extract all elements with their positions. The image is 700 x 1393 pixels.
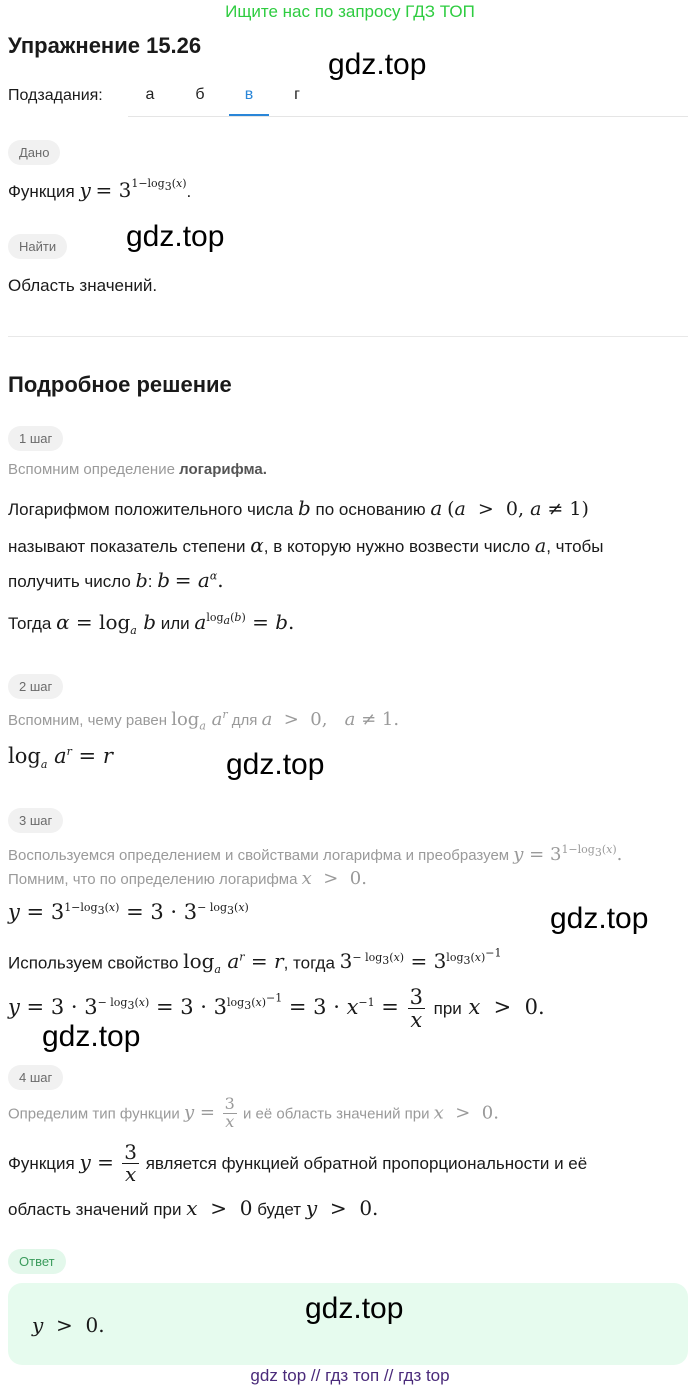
- step4-line2: область значений при x > 0 будет y > 0.: [8, 1196, 379, 1220]
- step3-formula2: $y = 3 \cdot 3^{- log_3(x)} = 3 \cdot 3^{log_3(x)^{-1}} = 3 \cdot x^{-1}$ = $\frac{3}{x}$ при x > 0.: [8, 985, 545, 1033]
- step1-line1: Логарифмом положительного числа b по основанию a (a > 0, a ≠ 1): [8, 496, 589, 520]
- given-text: Функция $y = 3^{1-log_3(x)}$.: [8, 177, 192, 202]
- watermark: gdz.top: [305, 1292, 404, 1325]
- tab-a[interactable]: а: [145, 86, 155, 103]
- step3-intro: Воспользуемся определением и свойствами логарифма и преобразуем $y = 3^{1-log_3(x)}$.: [8, 843, 623, 865]
- watermark: gdz.top: [42, 1020, 141, 1053]
- footer-links[interactable]: gdz top // гдз топ // гдз top: [250, 1366, 450, 1385]
- find-pill: Найти: [8, 234, 67, 259]
- step1-line2: называют показатель степени α, в которую нужно возвести число a, чтобы: [8, 533, 604, 557]
- step2-pill: 2 шаг: [8, 674, 63, 699]
- page-title: Упражнение 15.26: [8, 33, 202, 58]
- step1-intro: Вспомним определение логарифма.: [8, 461, 267, 478]
- tab-g[interactable]: г: [294, 86, 300, 103]
- step4-pill: 4 шаг: [8, 1065, 63, 1090]
- watermark: gdz.top: [126, 220, 225, 253]
- step1-pill: 1 шаг: [8, 426, 63, 451]
- answer-pill: Ответ: [8, 1249, 66, 1274]
- step2-intro: Вспомним, чему равен $\log_a a^r$ для a > 0, a ≠ 1.: [8, 708, 400, 733]
- watermark: gdz.top: [550, 902, 649, 935]
- step3-pill: 3 шаг: [8, 808, 63, 833]
- solution-title: Подробное решение: [8, 372, 232, 397]
- step3-line: Используем свойство $\log_a a^r = r$, тогда $3^{- log_3(x)} = 3^{log_3(x)^{-1}}$: [8, 946, 502, 977]
- watermark: gdz.top: [226, 748, 325, 781]
- divider: [8, 336, 688, 337]
- given-pill: Дано: [8, 140, 60, 165]
- watermark: gdz.top: [328, 48, 427, 81]
- find-text: Область значений.: [8, 276, 158, 295]
- step3-formula1: $y = 3^{1-log_3(x)} = 3 \cdot 3^{- log_3(x)}$: [8, 900, 249, 924]
- answer-formula: y > 0.: [32, 1313, 105, 1337]
- tab-v[interactable]: в: [229, 86, 269, 116]
- step4-intro: Определим тип функции y = $\frac{3}{x}$ и её область значений при x > 0.: [8, 1094, 499, 1131]
- tabs-underline: [128, 116, 688, 117]
- subtasks-label: Подзадания:: [8, 87, 103, 104]
- step1-line3: получить число b: $b = a^\alpha$.: [8, 568, 224, 592]
- tab-b[interactable]: б: [195, 86, 205, 103]
- step3-intro2: Помним, что по определению логарифма x > 0.: [8, 868, 367, 889]
- search-banner[interactable]: Ищите нас по запросу ГДЗ ТОП: [225, 2, 475, 21]
- step4-line1: Функция y = $\frac{3}{x}$ является функцией обратной пропорциональности и её: [8, 1140, 588, 1186]
- step2-formula: $\log_a a^r = r$: [8, 744, 113, 772]
- step1-line4: Тогда $\alpha = \log_a b$ или $a^{log_a(b)} = b$.: [8, 610, 295, 637]
